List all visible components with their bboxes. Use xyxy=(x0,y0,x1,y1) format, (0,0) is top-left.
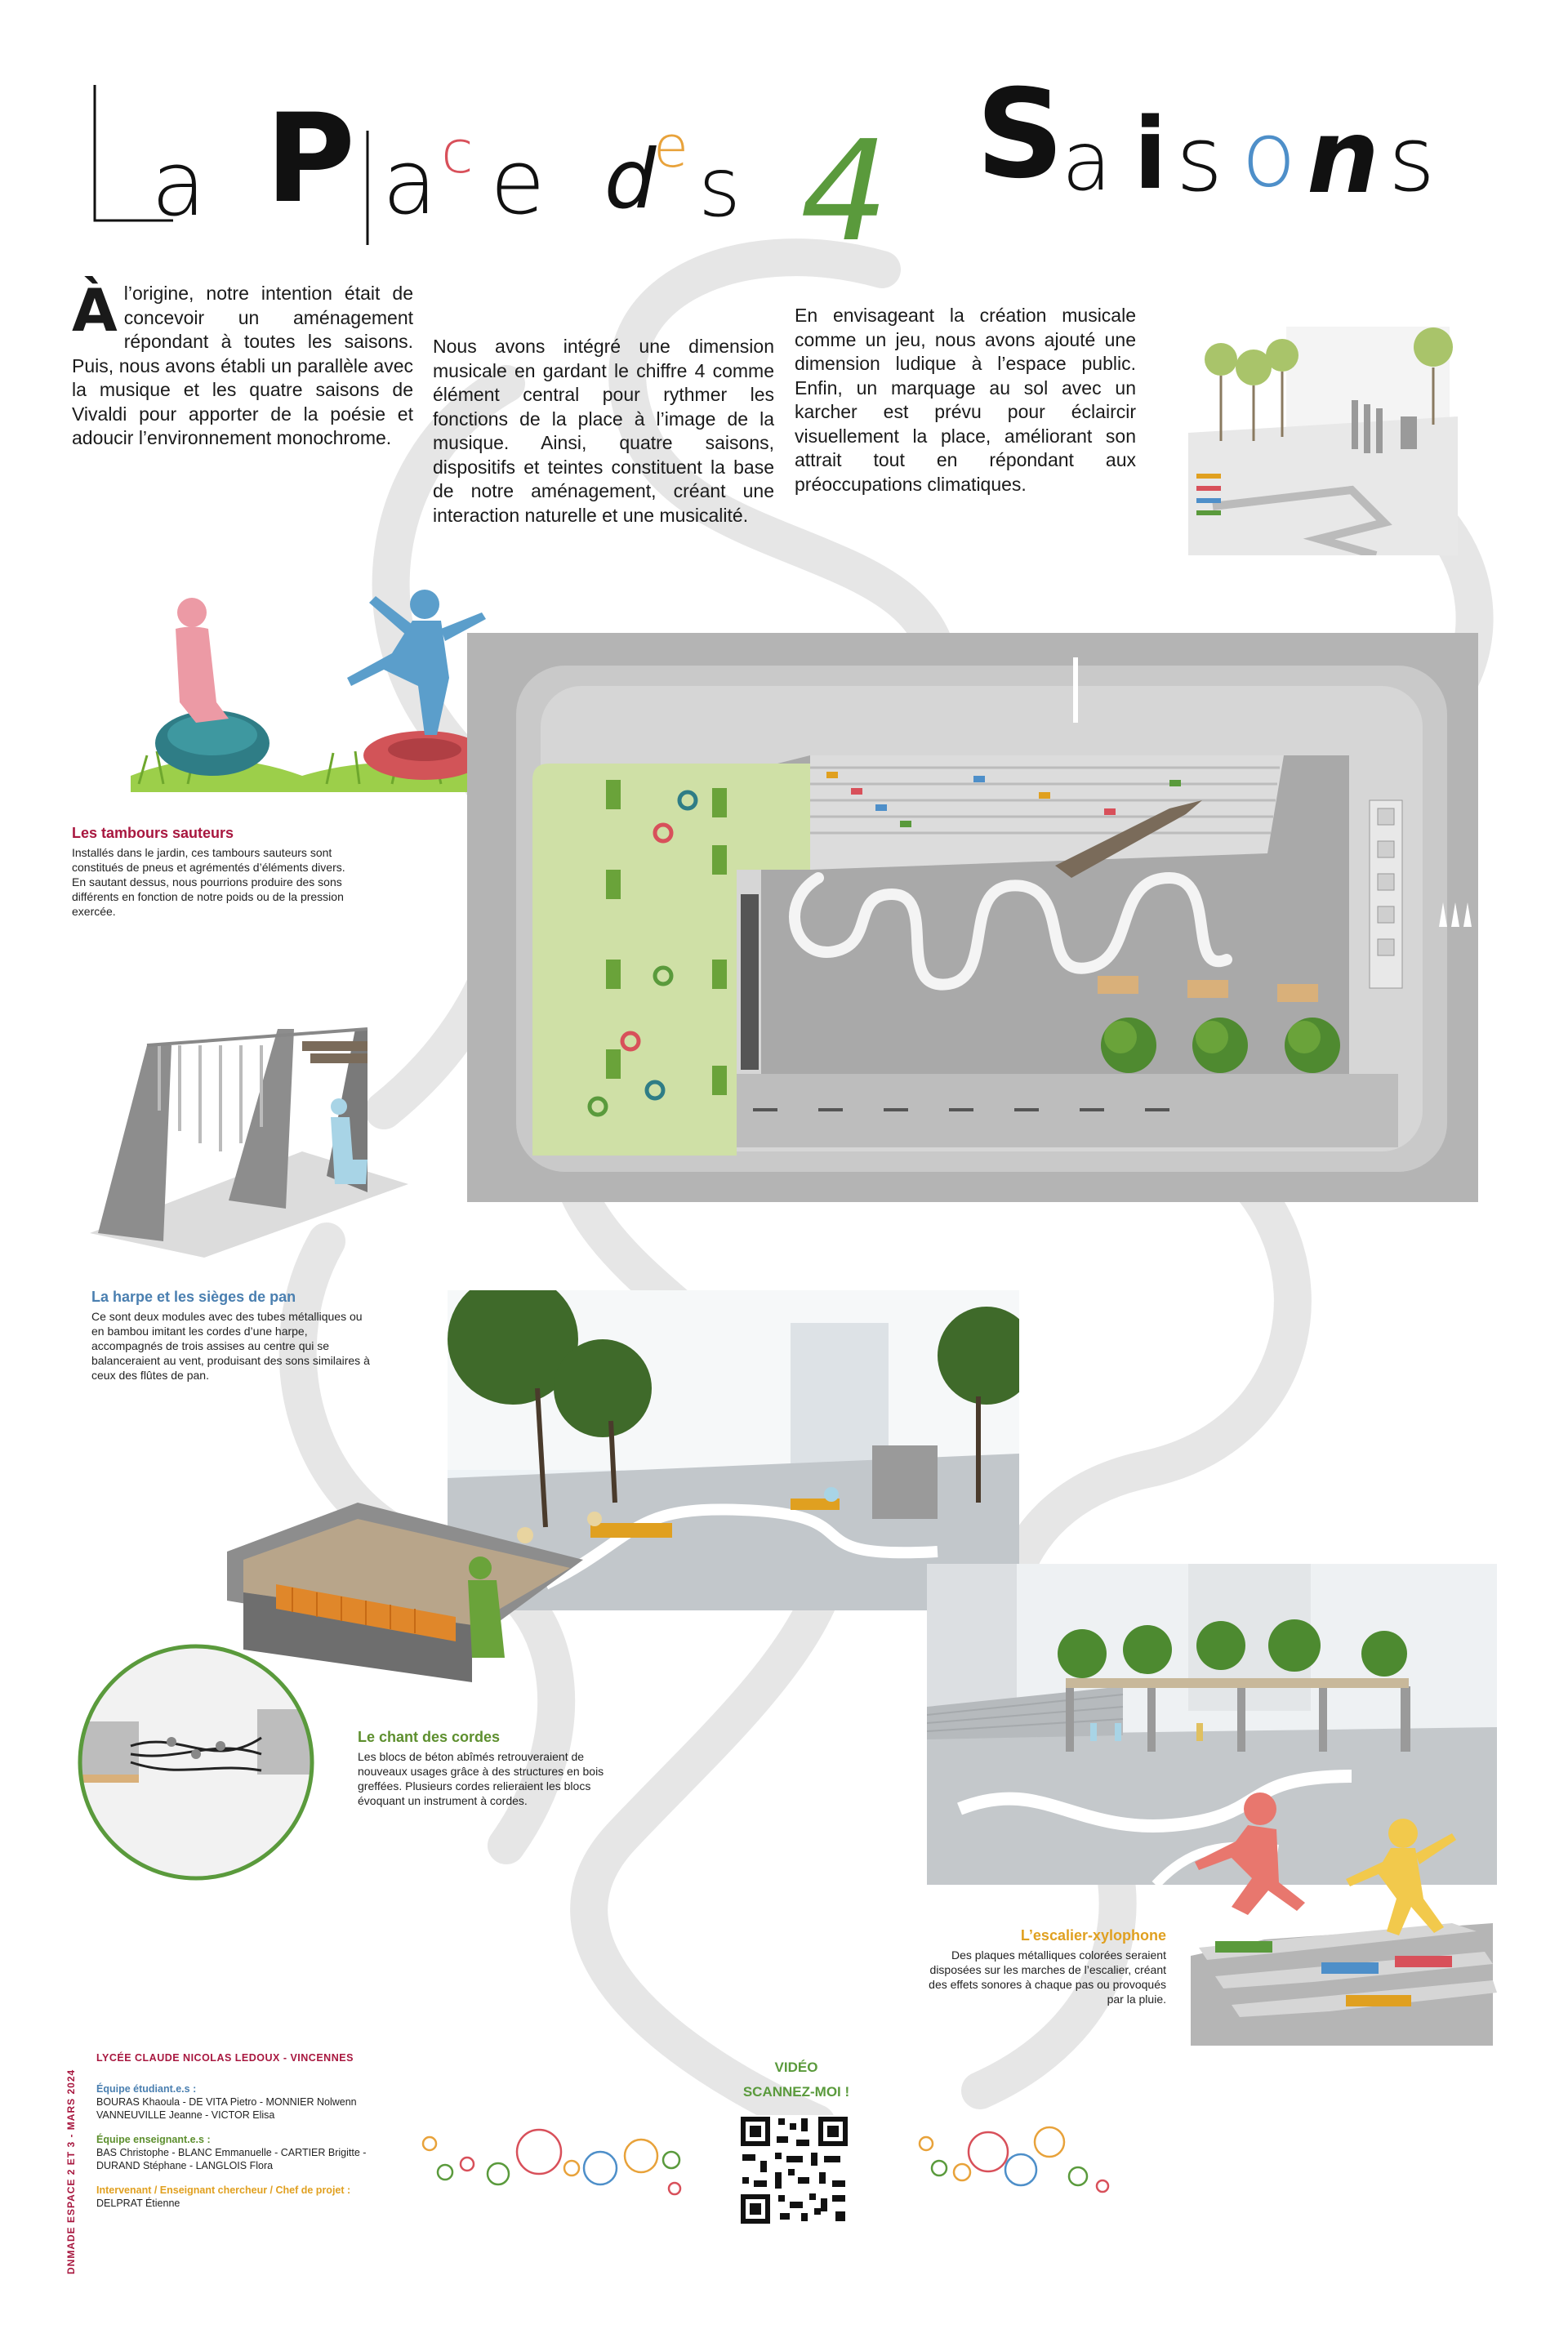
students-label: Équipe étudiant.e.s : xyxy=(96,2083,197,2095)
title-letter: a xyxy=(382,130,438,234)
intro-column-1 xyxy=(72,276,413,451)
caption-body: Des plaques métalliques colorées seraient disposées sur les marches de l’escalier, créant des effets sonores à chaque pas ou provoqués par la pluie. xyxy=(929,1948,1166,2006)
title-letter: d xyxy=(604,131,657,227)
title-letter-l xyxy=(359,131,376,245)
title-letter: e xyxy=(490,130,546,234)
caption-body: Installés dans le jardin, ces tambours sauteurs sont constitués de pneus et agrémentés d’éléments divers. En sautant dessus, nous pourrions produire des sons différents en fonction de notre poids ou de la pression exercée. xyxy=(72,846,345,918)
title-letter: o xyxy=(1241,102,1297,207)
title-letter: a xyxy=(1062,114,1112,209)
students-line-2: VANNEUVILLE Jeanne - VICTOR Elisa xyxy=(96,2109,275,2121)
vertical-label-wrapper xyxy=(65,2062,90,2274)
tambours-illustration xyxy=(114,580,490,800)
poster-title xyxy=(82,64,1519,273)
caption-cordes xyxy=(358,1729,611,1808)
video-callout xyxy=(719,2055,874,2104)
title-letter: c xyxy=(441,118,474,186)
title-letter: a xyxy=(151,131,207,236)
school-name: LYCÉE CLAUDE NICOLAS LEDOUX - VINCENNES xyxy=(96,2052,354,2064)
intro-text-1: l’origine, notre intention était de concevoir un aménagement répondant à toutes les saisons. Puis, nous avons établi un parallèle avec la musique et les quatre saisons de Vivaldi pour apporter de la poésie et adoucir l’environnement monochrome. xyxy=(72,283,413,448)
caption-escalier xyxy=(913,1927,1166,2006)
qr-code[interactable] xyxy=(739,2115,849,2225)
perspective-sketch xyxy=(1188,310,1458,555)
title-letter: s xyxy=(1388,107,1436,212)
title-letter: s xyxy=(698,140,742,235)
caption-title: Le chant des cordes xyxy=(358,1729,501,1745)
harp-illustration xyxy=(90,996,408,1258)
scan-label: SCANNEZ-MOI ! xyxy=(742,2084,850,2100)
caption-body: Ce sont deux modules avec des tubes métalliques ou en bambou imitant les cordes d’une harpe, accompagnés de trois assises au centre qui se balanceraient au vent, produisant des sons similaires à ceux des flûtes de pan. xyxy=(91,1310,370,1382)
teachers-label: Équipe enseignant.e.s : xyxy=(96,2134,211,2145)
decorative-circles-left xyxy=(416,2115,686,2205)
title-letter: i xyxy=(1134,98,1168,212)
cordes-detail-circle xyxy=(74,1640,318,1885)
caption-title: La harpe et les sièges de pan xyxy=(91,1289,296,1305)
title-number-4: 4 xyxy=(800,111,889,273)
dropcap: À xyxy=(72,276,118,345)
site-plan xyxy=(467,633,1478,1202)
credits xyxy=(96,2051,448,2210)
title-letter: e xyxy=(653,114,689,180)
students-line-1: BOURAS Khaoula - DE VITA Pietro - MONNIER Nolwenn xyxy=(96,2096,357,2108)
escalier-illustration xyxy=(1183,1792,1501,2046)
title-letter: s xyxy=(1176,107,1223,212)
video-label: VIDÉO xyxy=(774,2060,818,2075)
caption-body: Les blocs de béton abîmés retrouveraient de nouveaux usages grâce à des structures en bois greffées. Plusieurs cordes relieraient les blocs évoquant un instrument à cordes. xyxy=(358,1750,604,1807)
teachers-line-1: BAS Christophe - BLANC Emmanuelle - CARTIER Brigitte - xyxy=(96,2147,367,2158)
caption-title: Les tambours sauteurs xyxy=(72,825,234,841)
intervenant-name: DELPRAT Étienne xyxy=(96,2198,180,2209)
intro-column-2: Nous avons intégré une dimension musicale en gardant le chiffre 4 comme élément central pour rythmer les fonctions de la place à l’image de la musique. Ainsi, quatre saisons, dispositifs et teintes constituent la base de notre aménagement, créant une interaction naturelle et une musicalité. xyxy=(433,336,774,526)
teachers-line-2: DURAND Stéphane - LANGLOIS Flora xyxy=(96,2160,274,2171)
title-letter: P xyxy=(265,88,355,230)
intervenant-label: Intervenant / Enseignant chercheur / Chef de projet : xyxy=(96,2184,351,2196)
caption-title: L’escalier-xylophone xyxy=(1020,1927,1166,1944)
intro-column-3: En envisageant la création musicale comme un jeu, nous avons ajouté une dimension ludique à l’espace public. Enfin, un marquage au sol avec un karcher est prévu pour éclaircir visuellement la place, améliorant son attrait tout en répondant aux préoccupations climatiques. xyxy=(795,305,1136,495)
caption-harpe xyxy=(91,1289,377,1383)
title-letter: n xyxy=(1307,98,1379,216)
vertical-label: DNMADE ESPACE 2 ET 3 - MARS 2024 xyxy=(65,2069,77,2274)
decorative-circles-right xyxy=(915,2119,1168,2209)
title-letter: S xyxy=(976,64,1065,206)
caption-tambours xyxy=(72,825,354,919)
